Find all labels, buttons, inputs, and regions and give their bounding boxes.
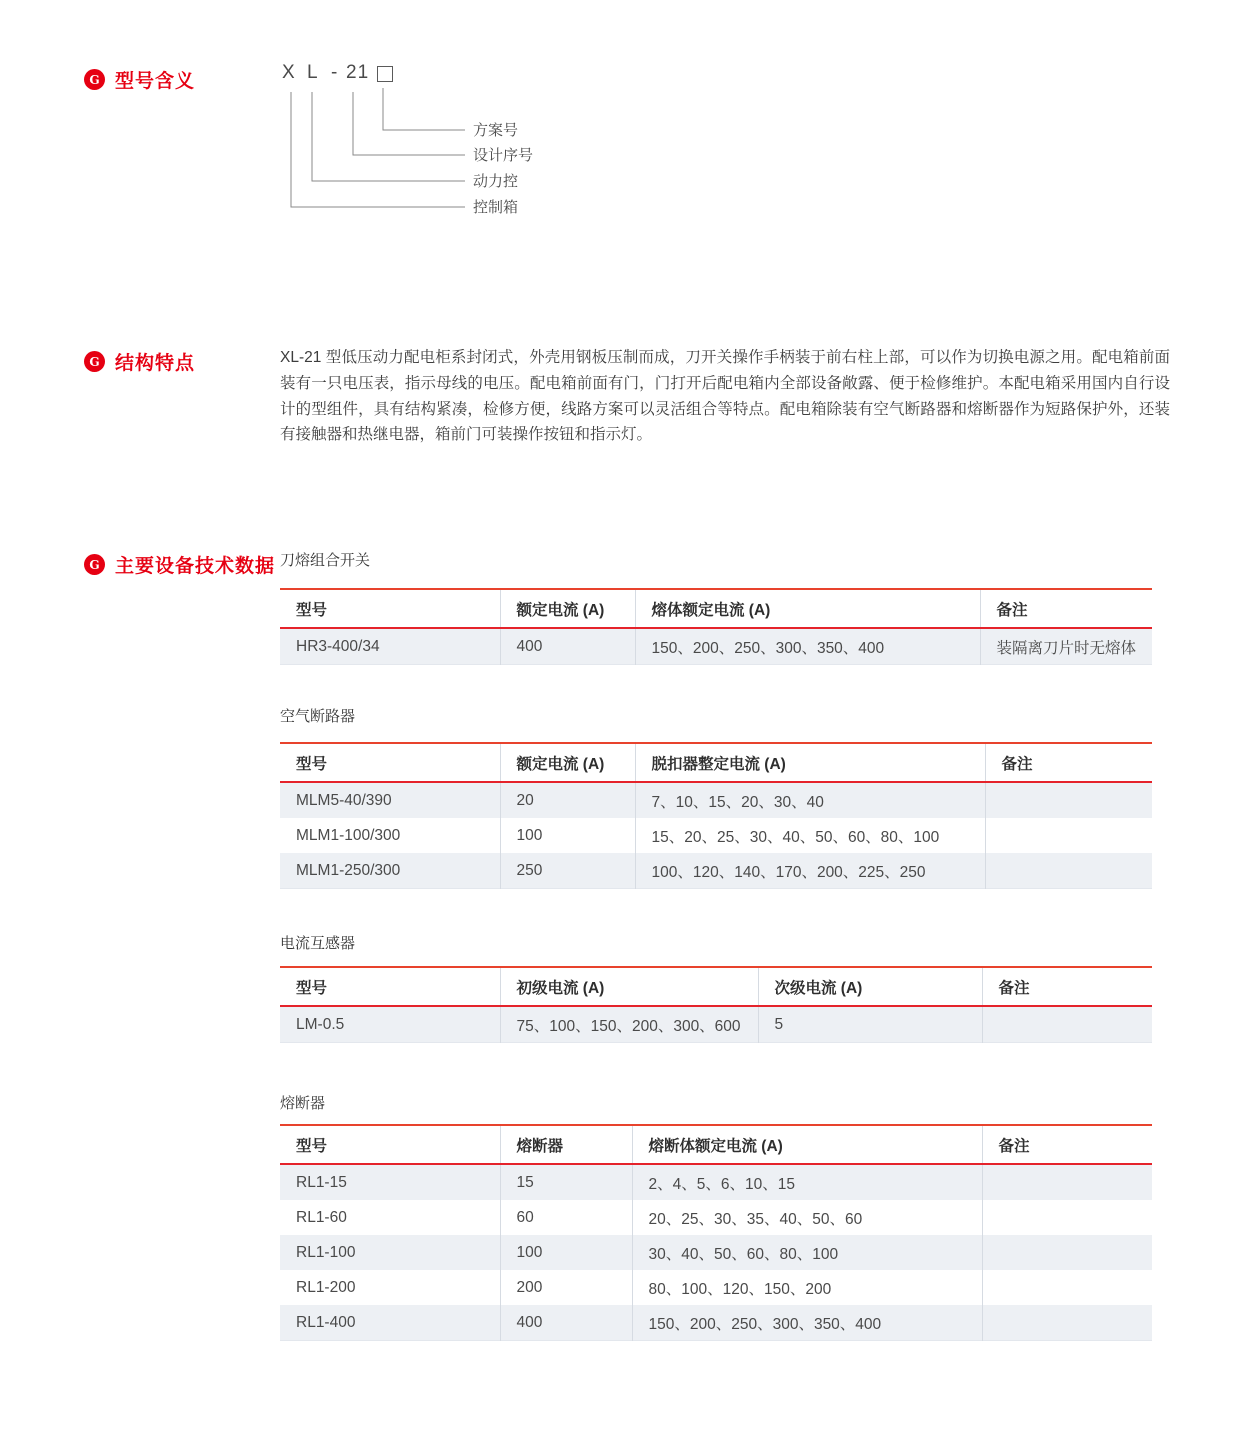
- column-header: 熔断体额定电流 (A): [632, 1125, 982, 1164]
- column-header: 初级电流 (A): [500, 967, 758, 1006]
- table-cell: 30、40、50、60、80、100: [632, 1235, 982, 1270]
- model-char-dash: -: [331, 62, 339, 83]
- column-header: 次级电流 (A): [758, 967, 982, 1006]
- equipment-table-1: [280, 588, 1152, 665]
- column-header: 备注: [985, 743, 1152, 782]
- column-header: 型号: [280, 967, 500, 1006]
- table-cell: 15、20、25、30、40、50、60、80、100: [635, 818, 985, 853]
- header-row: [280, 1125, 1152, 1164]
- table-cell: 250: [500, 853, 635, 889]
- table-cell: 150、200、250、300、350、400: [635, 628, 980, 665]
- table-cell: [982, 1006, 1152, 1043]
- model-char-l: L: [307, 62, 319, 83]
- table-row: [280, 853, 1152, 889]
- diagram-label-control-box: 控制箱: [473, 199, 519, 216]
- table-cell: RL1-400: [280, 1305, 500, 1341]
- column-header: 型号: [280, 589, 500, 628]
- column-header: 备注: [980, 589, 1152, 628]
- column-header: 熔断器: [500, 1125, 632, 1164]
- column-header: 额定电流 (A): [500, 743, 635, 782]
- table-cell: [982, 1305, 1152, 1341]
- section-title-structure-features: 结构特点: [115, 353, 196, 374]
- table-cell: MLM1-250/300: [280, 853, 500, 889]
- table-cell: 100: [500, 1235, 632, 1270]
- section-title-model-meaning: 型号含义: [115, 71, 196, 92]
- column-header: 额定电流 (A): [500, 589, 635, 628]
- table-cell: [982, 1164, 1152, 1200]
- table-cell: [982, 1235, 1152, 1270]
- table-row: [280, 1006, 1152, 1043]
- section-header-structure-features: [84, 348, 195, 375]
- table-cell: LM-0.5: [280, 1006, 500, 1043]
- table-row: [280, 1305, 1152, 1341]
- header-row: [280, 743, 1152, 782]
- table-cell: 5: [758, 1006, 982, 1043]
- column-header: 脱扣器整定电流 (A): [635, 743, 985, 782]
- table-cell: 100、120、140、170、200、225、250: [635, 853, 985, 889]
- brand-bullet-glyph: G: [89, 72, 100, 87]
- table-row: [280, 818, 1152, 853]
- table-cell: RL1-200: [280, 1270, 500, 1305]
- diagram-connector-lines: [280, 85, 466, 210]
- table-cell: 80、100、120、150、200: [632, 1270, 982, 1305]
- table-cell: 装隔离刀片时无熔体: [996, 639, 1137, 657]
- column-header: 型号: [280, 1125, 500, 1164]
- table-cell: RL1-60: [280, 1200, 500, 1235]
- model-variant-box: [377, 66, 393, 82]
- table-cell: 60: [500, 1200, 632, 1235]
- table-label: 电流互感器: [280, 935, 356, 952]
- diagram-label-scheme-number: 方案号: [473, 122, 519, 139]
- table-cell: 200: [500, 1270, 632, 1305]
- model-code-diagram: [0, 0, 1240, 240]
- table-cell: [985, 853, 1152, 889]
- table-cell: RL1-15: [280, 1164, 500, 1200]
- section-title-tech-data: 主要设备技术数据: [115, 556, 276, 577]
- structure-features-paragraph: XL-21 型低压动力配电柜系封闭式，外壳用钢板压制而成，刀开关操作手柄装于前右柱上部，可以作为切换电源之用。配电箱前面装有一只电压表，指示母线的电压。配电箱前面有门，门打开后配电箱内全部设备敞露、便于检修维护。本配电箱采用国内自行设计的型组件，具有结构紧凑，检修方便，线路方案可以灵活组合等特点。配电箱除装有空气断路器和熔断器作为短路保护外，还装有接触器和热继电器，箱前门可装操作按钮和指示灯。: [280, 349, 1170, 444]
- table-cell: RL1-100: [280, 1235, 500, 1270]
- table-cell: 75、100、150、200、300、600: [500, 1006, 758, 1043]
- table-cell: [985, 818, 1152, 853]
- table-cell: 150、200、250、300、350、400: [632, 1305, 982, 1341]
- table-row: [280, 1164, 1152, 1200]
- equipment-table-4: [280, 1124, 1152, 1341]
- diagram-label-design-serial: 设计序号: [473, 147, 534, 164]
- header-row: [280, 589, 1152, 628]
- table-cell: MLM5-40/390: [280, 782, 500, 818]
- table-cell: 2、4、5、6、10、15: [632, 1164, 982, 1200]
- table-cell: [982, 1200, 1152, 1235]
- table-row: [280, 628, 1152, 665]
- table-cell: [982, 1270, 1152, 1305]
- column-header: 熔体额定电流 (A): [635, 589, 980, 628]
- table-row: [280, 1200, 1152, 1235]
- table-cell: MLM1-100/300: [280, 818, 500, 853]
- table-label: 熔断器: [280, 1095, 326, 1112]
- table-cell: HR3-400/34: [280, 628, 500, 665]
- column-header: 备注: [982, 967, 1152, 1006]
- table-cell: 7、10、15、20、30、40: [635, 782, 985, 818]
- table-label: 空气断路器: [280, 708, 356, 725]
- table-row: [280, 782, 1152, 818]
- column-header: 型号: [280, 743, 500, 782]
- table-row: [280, 1270, 1152, 1305]
- model-char-x: X: [282, 62, 296, 83]
- model-char-21: 21: [346, 62, 370, 83]
- table-cell: 20、25、30、35、40、50、60: [632, 1200, 982, 1235]
- brand-bullet-glyph: G: [89, 557, 100, 572]
- header-row: [280, 967, 1152, 1006]
- table-cell: 400: [500, 1305, 632, 1341]
- table-label: 刀熔组合开关: [280, 552, 371, 569]
- diagram-label-power-control: 动力控: [473, 173, 519, 190]
- table-cell: 100: [500, 818, 635, 853]
- section-header-tech-data: [84, 551, 275, 578]
- table-cell: 400: [500, 628, 635, 665]
- brand-bullet-glyph: G: [89, 354, 100, 369]
- table-cell: 20: [500, 782, 635, 818]
- equipment-table-2: [280, 742, 1152, 889]
- column-header: 备注: [982, 1125, 1152, 1164]
- table-cell: 15: [500, 1164, 632, 1200]
- brand-bullet-icon: [84, 554, 105, 575]
- brand-bullet-icon: [84, 351, 105, 372]
- equipment-table-3: [280, 966, 1152, 1043]
- table-row: [280, 1235, 1152, 1270]
- table-cell: [985, 782, 1152, 818]
